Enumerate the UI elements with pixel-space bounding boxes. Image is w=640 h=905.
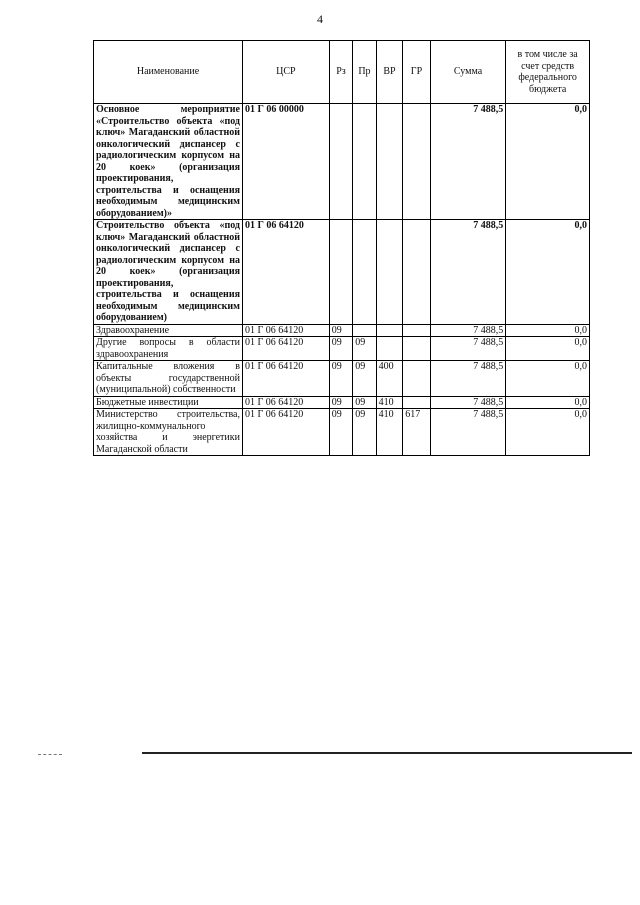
budget-table — [93, 40, 590, 456]
row-rz: 09 — [329, 409, 352, 456]
row-name: Министерство строительства, жилищно-коммунального хозяйства и энергетики Магаданской области — [94, 409, 243, 456]
row-pr — [353, 104, 376, 220]
table-row — [94, 361, 590, 397]
row-federal: 0,0 — [506, 104, 590, 220]
header-federal: в том числе за счет средств федерального бюджета — [506, 41, 590, 104]
row-rz: 09 — [329, 324, 352, 337]
row-gr — [403, 396, 431, 409]
row-csr: 01 Г 06 64120 — [243, 409, 330, 456]
row-sum: 7 488,5 — [430, 361, 506, 397]
row-vr: 410 — [376, 409, 403, 456]
row-rz — [329, 104, 352, 220]
header-pr: Пр — [353, 41, 376, 104]
row-gr — [403, 220, 431, 325]
row-sum: 7 488,5 — [430, 104, 506, 220]
row-vr — [376, 220, 403, 325]
row-sum: 7 488,5 — [430, 220, 506, 325]
row-rz: 09 — [329, 361, 352, 397]
row-federal: 0,0 — [506, 337, 590, 361]
row-gr — [403, 104, 431, 220]
row-gr: 617 — [403, 409, 431, 456]
row-name: Бюджетные инвестиции — [94, 396, 243, 409]
row-pr: 09 — [353, 361, 376, 397]
row-pr: 09 — [353, 337, 376, 361]
row-sum: 7 488,5 — [430, 337, 506, 361]
row-federal: 0,0 — [506, 396, 590, 409]
table-row — [94, 104, 590, 220]
row-name: Другие вопросы в области здравоохранения — [94, 337, 243, 361]
table-row — [94, 220, 590, 325]
table-header-row — [94, 41, 590, 104]
table-row — [94, 337, 590, 361]
table-row — [94, 409, 590, 456]
row-federal: 0,0 — [506, 324, 590, 337]
row-rz: 09 — [329, 337, 352, 361]
row-sum: 7 488,5 — [430, 396, 506, 409]
row-name: Капитальные вложения в объекты государственной (муниципальной) собственности — [94, 361, 243, 397]
row-csr: 01 Г 06 64120 — [243, 396, 330, 409]
row-pr: 09 — [353, 396, 376, 409]
row-name: Строительство объекта «под ключ» Магаданский областной онкологический диспансер с радиологическим корпусом на 20 коек» (организация проектирования, строительства и оснащения необходимым медицинским оборудованием) — [94, 220, 243, 325]
row-sum: 7 488,5 — [430, 409, 506, 456]
page-number: 4 — [317, 12, 323, 26]
row-pr: 09 — [353, 409, 376, 456]
row-pr — [353, 220, 376, 325]
row-federal: 0,0 — [506, 409, 590, 456]
row-gr — [403, 361, 431, 397]
header-sum: Сумма — [430, 41, 506, 104]
header-name: Наименование — [94, 41, 243, 104]
row-sum: 7 488,5 — [430, 324, 506, 337]
row-federal: 0,0 — [506, 361, 590, 397]
row-gr — [403, 337, 431, 361]
row-gr — [403, 324, 431, 337]
row-name: Здравоохранение — [94, 324, 243, 337]
row-csr: 01 Г 06 00000 — [243, 104, 330, 220]
row-rz — [329, 220, 352, 325]
row-name: Основное мероприятие «Строительство объекта «под ключ» Магаданский областной онкологический диспансер с радиологическим корпусом на 20 коек» (организация проектирования, строительства и оснащения необходимым медицинским оборудованием)» — [94, 104, 243, 220]
header-gr: ГР — [403, 41, 431, 104]
header-rz: Рз — [329, 41, 352, 104]
row-rz: 09 — [329, 396, 352, 409]
row-csr: 01 Г 06 64120 — [243, 337, 330, 361]
row-pr — [353, 324, 376, 337]
table-row — [94, 396, 590, 409]
row-vr — [376, 324, 403, 337]
header-csr: ЦСР — [243, 41, 330, 104]
row-vr: 400 — [376, 361, 403, 397]
header-vr: ВР — [376, 41, 403, 104]
footer-separator-short — [38, 754, 62, 755]
row-csr: 01 Г 06 64120 — [243, 324, 330, 337]
table-row — [94, 324, 590, 337]
row-csr: 01 Г 06 64120 — [243, 361, 330, 397]
row-csr: 01 Г 06 64120 — [243, 220, 330, 325]
footer-separator-line — [142, 752, 632, 754]
row-vr — [376, 104, 403, 220]
row-vr — [376, 337, 403, 361]
row-federal: 0,0 — [506, 220, 590, 325]
row-vr: 410 — [376, 396, 403, 409]
